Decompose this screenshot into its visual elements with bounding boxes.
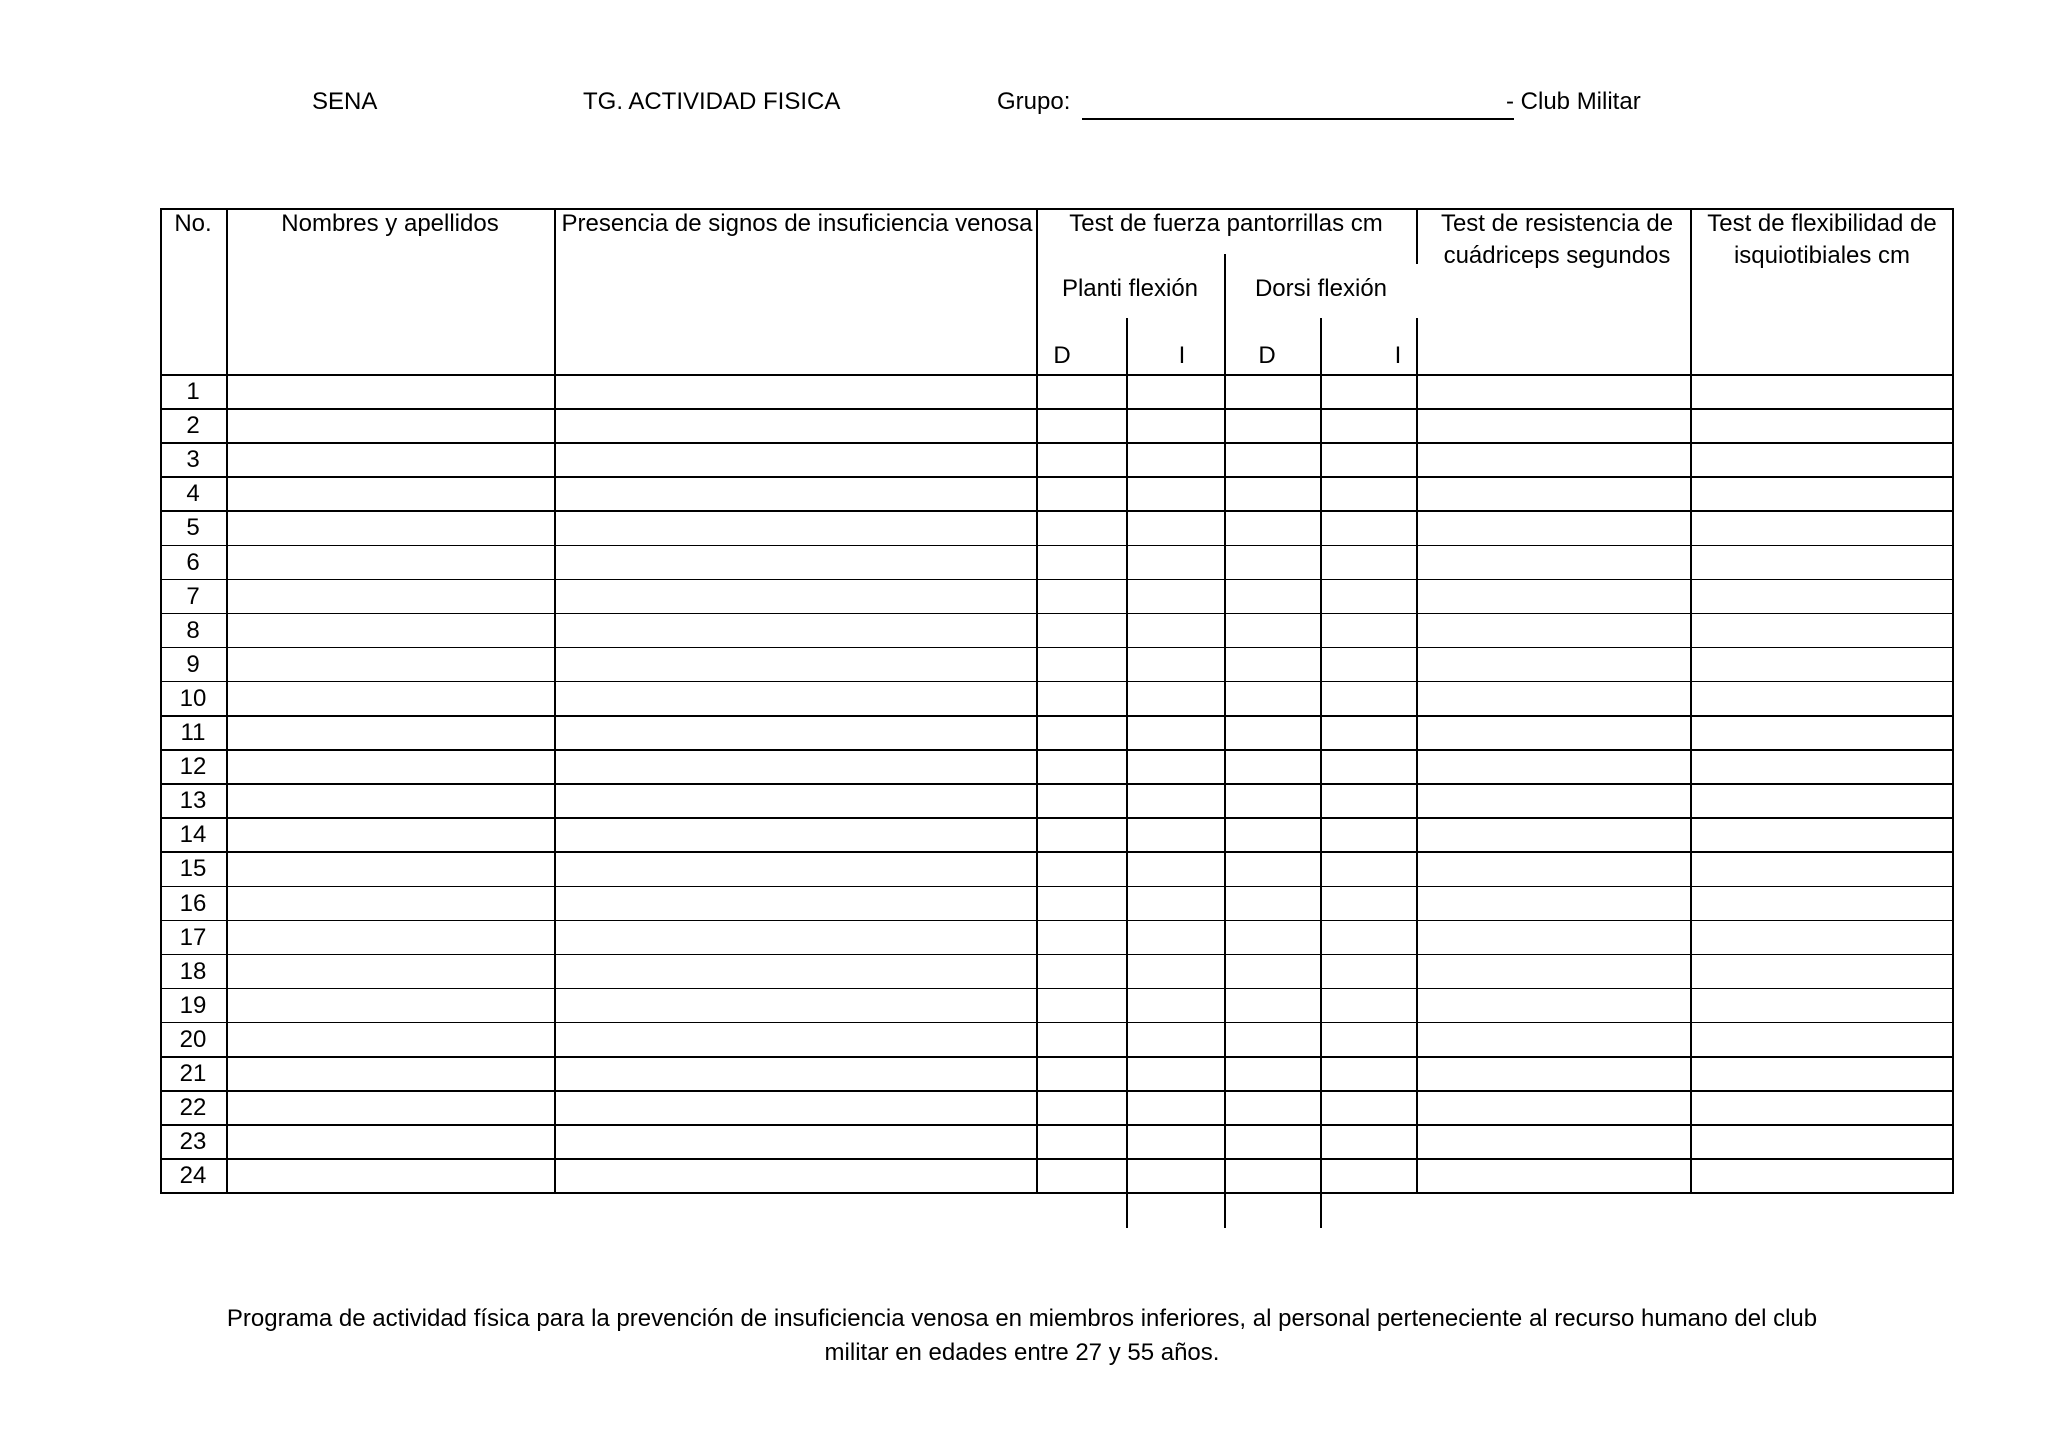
row-number: 22 [179, 1094, 207, 1122]
column-divider [554, 208, 556, 1192]
row-number: 19 [179, 991, 207, 1019]
row-divider [160, 579, 1952, 581]
table-bottom-border [160, 1192, 1952, 1194]
row-divider [160, 920, 1952, 922]
row-number: 23 [179, 1128, 207, 1156]
col-resistance-header: Test de resistencia de cuádriceps segundos [1440, 210, 1674, 269]
row-divider [160, 851, 1952, 853]
col-no-header: No. [174, 210, 212, 237]
row-divider [160, 1124, 1952, 1126]
row-divider [160, 681, 1952, 683]
row-number: 17 [179, 923, 207, 951]
row-divider [160, 1022, 1952, 1024]
row-number: 6 [186, 548, 200, 576]
planti-right-header: D [1053, 342, 1071, 369]
row-divider [160, 1090, 1952, 1092]
group-label: Grupo: [997, 88, 1071, 115]
row-number: 7 [186, 582, 200, 610]
row-divider [160, 613, 1952, 615]
row-divider [160, 442, 1952, 444]
column-divider [1126, 318, 1128, 1228]
row-divider [160, 886, 1952, 888]
row-number: 13 [179, 787, 207, 815]
header-bottom-line [160, 374, 1952, 376]
dorsi-left-header: I [1394, 342, 1402, 369]
table-right-border [1952, 208, 1954, 1194]
row-divider [160, 988, 1952, 990]
org-label: SENA [312, 88, 378, 115]
column-divider [1036, 208, 1038, 1192]
row-divider [160, 954, 1952, 956]
row-divider [160, 817, 1952, 819]
row-number: 24 [179, 1162, 207, 1190]
program-label: TG. ACTIVIDAD FISICA [583, 88, 841, 115]
dorsi-flexion-header: Dorsi flexión [1254, 275, 1388, 302]
row-number: 16 [179, 889, 207, 917]
col-insufficiency-header: Presencia de signos de insuficiencia venosa [561, 210, 1033, 237]
column-divider [1416, 318, 1418, 1192]
group-blank-line[interactable] [1082, 118, 1514, 120]
row-divider [160, 715, 1952, 717]
row-number: 9 [186, 650, 200, 678]
row-divider [160, 1158, 1952, 1160]
row-number: 8 [186, 616, 200, 644]
row-divider [160, 545, 1952, 547]
row-divider [160, 783, 1952, 785]
row-number: 2 [186, 412, 200, 440]
col-names-header: Nombres y apellidos [281, 210, 499, 237]
row-number: 20 [179, 1025, 207, 1053]
row-number: 14 [179, 821, 207, 849]
row-number: 11 [180, 719, 206, 746]
row-number: 10 [179, 684, 207, 712]
column-divider [1690, 208, 1692, 1192]
planti-flexion-header: Planti flexión [1061, 275, 1199, 302]
row-divider [160, 510, 1952, 512]
column-divider [1416, 208, 1418, 264]
column-divider [226, 208, 228, 1192]
row-divider [160, 408, 1952, 410]
row-number: 3 [186, 446, 200, 474]
row-divider [160, 476, 1952, 478]
row-divider [160, 647, 1952, 649]
col-strength-header: Test de fuerza pantorrillas cm [1069, 210, 1383, 237]
row-number: 5 [186, 514, 200, 542]
dorsi-right-header: D [1258, 342, 1276, 369]
row-number: 1 [186, 378, 200, 405]
col-flexibility-header: Test de flexibilidad de isquiotibiales cm [1707, 210, 1937, 269]
row-number: 12 [179, 753, 207, 781]
row-number: 4 [186, 480, 200, 508]
row-number: 15 [179, 855, 207, 883]
column-divider [1224, 254, 1226, 1228]
row-number: 18 [179, 957, 207, 985]
row-divider [160, 749, 1952, 751]
row-number: 21 [179, 1060, 207, 1087]
planti-left-header: I [1178, 342, 1186, 369]
footer-line-2: militar en edades entre 27 y 55 años. [824, 1339, 1220, 1366]
row-divider [160, 1056, 1952, 1058]
group-suffix: - Club Militar [1506, 88, 1641, 115]
column-divider [1320, 318, 1322, 1228]
footer-line-1: Programa de actividad física para la prevención de insuficiencia venosa en miembros inferiores, al personal perteneciente al recurso humano del club [226, 1305, 1818, 1332]
